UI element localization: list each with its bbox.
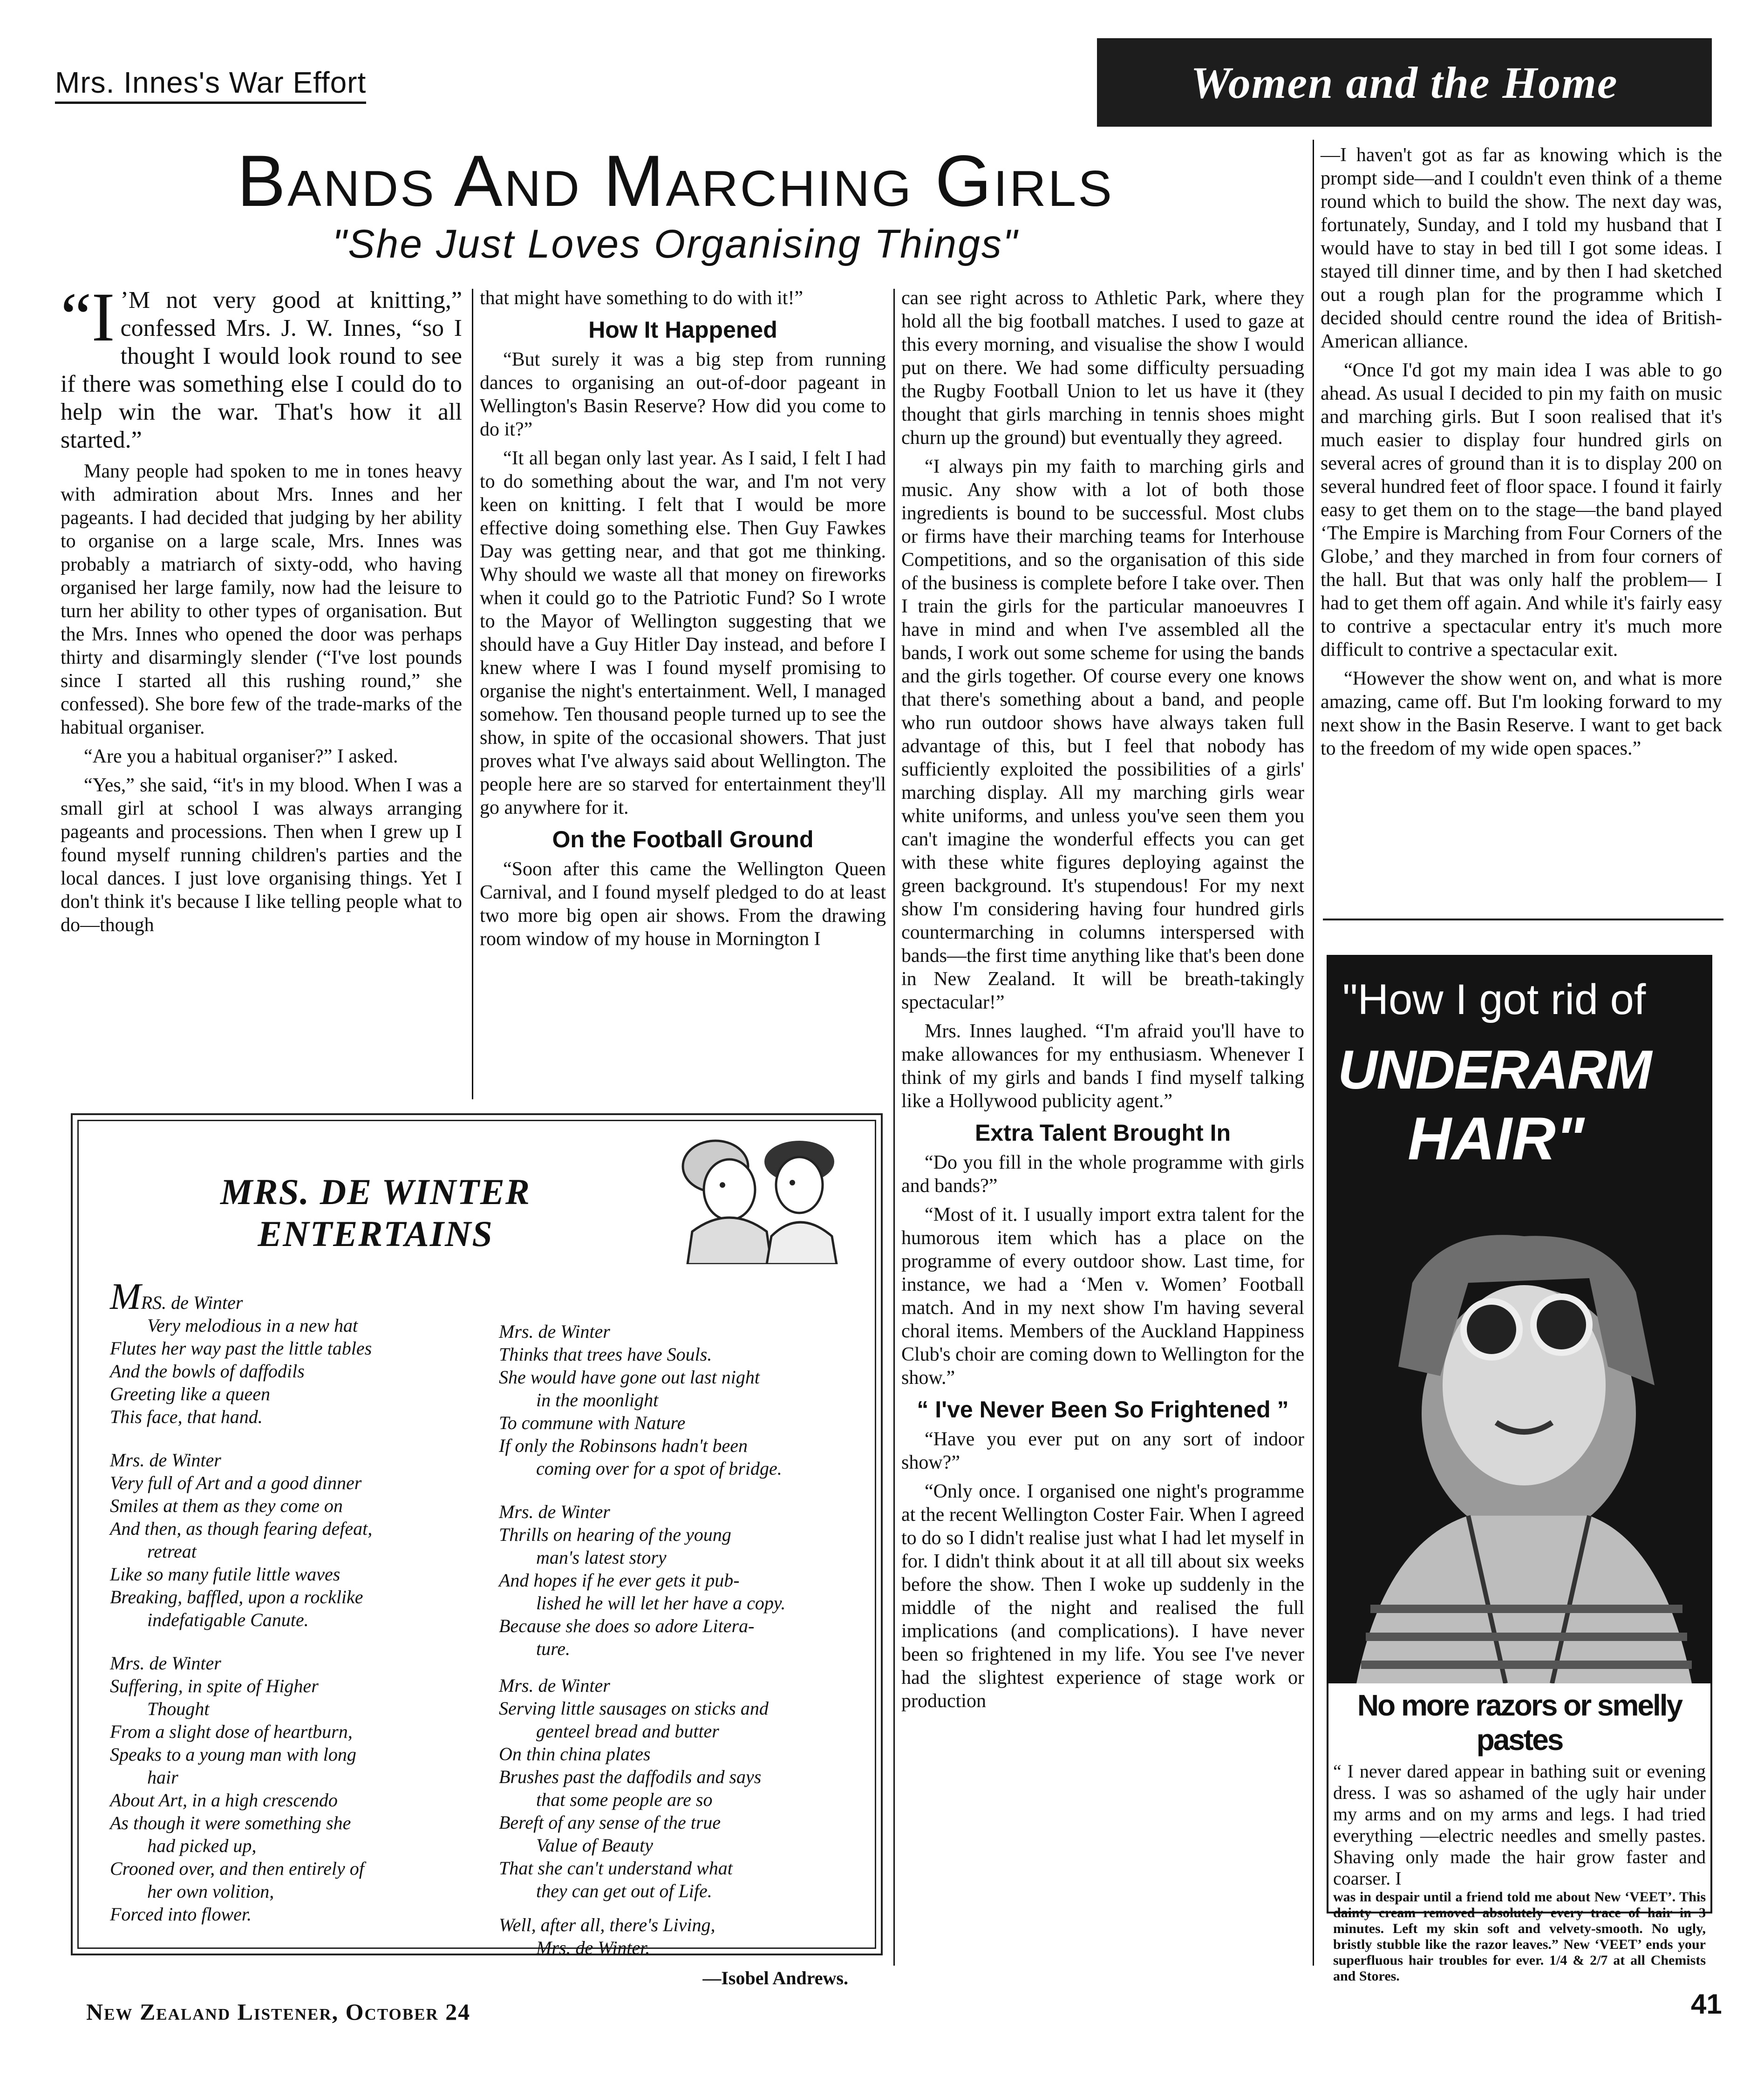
verse-line: On thin china plates xyxy=(499,1743,651,1764)
paragraph: can see right across to Athletic Park, where they hold all the big football matches. I used to gaze at this every morning, and visualise the show I would put on there. We had some difficulty persuading the Rugby Football Union to let us have it (they thought that girls marching in tennis shoes might churn up the ground) but eventually they agreed. xyxy=(901,287,1304,449)
verse-line: ture. xyxy=(536,1638,570,1659)
stanza xyxy=(499,1320,867,1480)
stanza xyxy=(499,1674,867,1902)
verse-line: Greeting like a queen xyxy=(110,1383,270,1404)
poem-drop-cap: M xyxy=(110,1276,141,1317)
paragraph: “But surely it was a big step from running dances to organising an out-of-door pageant in Wellington's Basin Reserve? How did you come to do it?” xyxy=(480,349,886,440)
verse-line: Like so many futile little waves xyxy=(110,1564,341,1585)
verse-line: Thought xyxy=(147,1698,210,1719)
paragraph: “I always pin my faith to marching girls and music. Any show with a lot of both those ingredients is bound to be successful. Most clubs or firms have their marching teams for Interhouse Competitions, and so the organisation of this side of the business is complete before I take over. Then I train the girls for the particular manoeuvres I have in mind and when I've assembled all the bands, I work out some scheme for using the bands and the girls together. Of course every one knows that there's something about a band, and people who run outdoor shows have always taken full advantage of this, but I feel that nobody has sufficiently exploited the possibilities of a girls' marching display. All my marching girls wear white uniforms, and unless you've seen them you can't imagine the wonderful effects you can get with these white figures deploying against the green background. It's stupendous! For my next show I'm considering having four hundred girls countermarching in columns interspersed with bands—the first time anything like that's been done in New Zealand. It will be breath-takingly spectacular!” xyxy=(901,456,1304,1013)
ad-quote-line-1: "How I got rid of xyxy=(1342,976,1646,1023)
paragraph: “However the show went on, and what is more amazing, came off. But I'm looking forward to my next show in the Basin Reserve. I want to get back to the freedom of my wide open spaces.” xyxy=(1321,668,1722,759)
publication-footer: New Zealand Listener, October 24 xyxy=(86,1999,471,2025)
ad-caption: No more razors or smelly pastes xyxy=(1357,1688,1682,1757)
verse-line: indefatigable Canute. xyxy=(147,1609,309,1630)
verse-line: Forced into flower. xyxy=(110,1904,252,1925)
paragraph: Many people had spoken to me in tones heavy with admiration about Mrs. Innes and her pageants. I had decided that judging by her ability to organise on a large scale, Mrs. Innes was probably a matriarch of sixty-odd, who having organised her large family, now had the leisure to turn her ability to other types of organisation. But the Mrs. Innes who opened the door was perhaps thirty and disarmingly slender (“I've lost pounds since I started all this rushing round,” she confessed). She bore few of the trade-marks of the habitual organiser. xyxy=(61,461,462,738)
paragraph: “Have you ever put on any sort of indoor show?” xyxy=(901,1429,1304,1473)
paragraph: “Do you fill in the whole programme with girls and bands?” xyxy=(901,1152,1304,1197)
verse-line: her own volition, xyxy=(147,1881,274,1902)
headline: Bands And Marching Girls xyxy=(237,141,1114,222)
verse-line: If only the Robinsons hadn't been xyxy=(499,1435,748,1456)
paragraph: “Most of it. I usually import extra talent for the humorous item which has a place on the programme of every outdoor show. Last time, for instance, we had a ‘Men v. Women’ Football match. And in my next show I'm having several choral items. Members of the Auckland Happiness Club's choir are coming down to Wellington for the show.” xyxy=(901,1204,1304,1389)
subheading-never-so-frightened: “ I've Never Been So Frightened ” xyxy=(917,1396,1289,1423)
verse-line: Mrs. de Winter. xyxy=(536,1937,650,1958)
verse-line: had picked up, xyxy=(147,1835,257,1856)
ad-image-panel xyxy=(1328,957,1710,1683)
verse-line: About Art, in a high crescendo xyxy=(110,1790,338,1811)
paragraph: “Once I'd got my main idea I was able to go ahead. As usual I decided to pin my faith on music and marching girls. But I soon realised that it's much easier to display four hundred girls on several acres of ground than it is to display 200 on several hundred feet of floor space. I found it fairly easy to get them on to the stage—the band played ‘The Empire is Marching from Four Corners of the Globe,’ and they marched in from four corners of the hall. But that was only half the problem— I had to get them off again. And while it's fairly easy to contrive a spectacular entry it's much more difficult to contrive a spectacular exit. xyxy=(1321,360,1722,660)
page-number: 41 xyxy=(1691,1988,1722,2020)
poem-box xyxy=(71,1113,883,1988)
article-column-3 xyxy=(901,286,1304,1718)
poem-right-column xyxy=(499,1320,867,1989)
verse-line: Thrills on hearing of the young xyxy=(499,1524,731,1545)
poem-title-line-2: ENTERTAINS xyxy=(258,1213,493,1254)
verse-line: Flutes her way past the little tables xyxy=(110,1338,372,1359)
verse-line: lished he will let her have a copy. xyxy=(536,1593,786,1614)
paragraph: “Only once. I organised one night's programme at the recent Wellington Coster Fair. When I agreed to do so I didn't realise just what I had let myself in for. I didn't think about it at all till about six weeks before the show. Then I woke up suddenly in the middle of the night and realised the full implications (and complications). I have never been so frightened in my life. You see I've never had the slightest experience of stage work or production xyxy=(901,1481,1304,1712)
verse-line: Breaking, baffled, upon a rocklike xyxy=(110,1586,363,1607)
subheading-extra-talent: Extra Talent Brought In xyxy=(974,1120,1231,1146)
stanza xyxy=(499,1500,867,1660)
verse-line: Mrs. de Winter xyxy=(110,1653,221,1674)
paragraph: —I haven't got as far as knowing which is the prompt side—and I couldn't even think of a theme round which to build the show. The next day was, fortunately, Sunday, and I told my husband that I would have to stay in bed till I got some ideas. I stayed till dinner time, and by then I had sketched out a rough plan for the programme which I decided should centre round the idea of British-American alliance. xyxy=(1321,144,1722,352)
verse-line: From a slight dose of heartburn, xyxy=(110,1721,353,1742)
ad-quote-line-3: HAIR" xyxy=(1408,1104,1585,1172)
verse-line: RS. de Winter xyxy=(141,1292,243,1313)
verse-line: retreat xyxy=(147,1541,197,1562)
lead-paragraph xyxy=(61,279,462,454)
verse-line: man's latest story xyxy=(536,1547,667,1568)
veet-advertisement xyxy=(1327,955,1712,1984)
verse-line: That she can't understand what xyxy=(499,1858,733,1879)
section-banner: Women and the Home xyxy=(1097,38,1712,127)
column-rule xyxy=(472,289,473,1099)
verse-line: genteel bread and butter xyxy=(536,1721,719,1742)
verse-line: Brushes past the daffodils and says xyxy=(499,1766,762,1787)
verse-line: Mrs. de Winter xyxy=(499,1321,610,1342)
verse-line: that some people are so xyxy=(536,1789,713,1810)
bather-illustration xyxy=(1328,1190,1707,1683)
stanza xyxy=(499,1913,867,1959)
column-rule xyxy=(1313,140,1314,1966)
verse-line: And hopes if he ever gets it pub- xyxy=(499,1570,740,1591)
verse-line: in the moonlight xyxy=(536,1389,659,1410)
poem-title xyxy=(101,1171,650,1255)
verse-line: Crooned over, and then entirely of xyxy=(110,1858,364,1879)
verse-line: Value of Beauty xyxy=(536,1835,654,1856)
verse-line: coming over for a spot of bridge. xyxy=(536,1458,782,1479)
verse-line: This face, that hand. xyxy=(110,1406,263,1427)
verse-line: Smiles at them as they come on xyxy=(110,1495,343,1516)
ad-small-print: was in despair until a friend told me about New ‘VEET’. This dainty cream removed absolutely every trace of hair in 3 minutes. Left my skin soft and velvety-smooth. No ugly, bristly stubble like the razor leaves.” New ‘VEET’ ends your superfluous hair troubles for ever. 1/4 & 2/7 at all Chemists and Stores. xyxy=(1333,1889,1706,1984)
drop-cap: “I xyxy=(61,279,115,356)
divider xyxy=(1323,919,1723,920)
paragraph: “Soon after this came the Wellington Queen Carnival, and I found myself pledged to do at least two more big open air shows. From the drawing room window of my house in Mornington I xyxy=(480,858,886,950)
lead-text: ’M not very good at knitting,” confessed Mrs. J. W. Innes, “so I thought I would look round to see if there was something else I could do to help win the war. That's how it all started.” xyxy=(61,287,462,453)
paragraph: “Yes,” she said, “it's in my blood. When I was a small girl at school I was always arranging pageants and processions. Then when I grew up I found myself running children's parties and the local dances. I just love organising things. Yet I don't think it's because I like telling people what to do—though xyxy=(61,775,462,936)
poem-left-column xyxy=(110,1276,473,1946)
paragraph: “It all began only last year. As I said, I felt I had to do something about the war, and I'm not very keen on knitting. I felt that I would be more effective doing something else. Then Guy Fawkes Day was getting near, and that got me thinking. Why should we waste all that money on fireworks when it could go to the Patriotic Fund? So I wrote to the Mayor of Wellington suggesting that we should have a Guy Hitler Day instead, and before I knew where I was I found myself promising to organise the night's entertainment. Well, I managed somehow. Ten thousand people turned up to see the show, in spite of the occasional showers. That just proves what I've always said about Wellington. The people here are so starved for entertainment they'll go anywhere for it. xyxy=(480,448,886,818)
subheading-football-ground: On the Football Ground xyxy=(552,826,814,852)
verse-line: As though it were something she xyxy=(110,1812,351,1833)
subheading-how-it-happened: How It Happened xyxy=(588,317,777,343)
verse-line: Well, after all, there's Living, xyxy=(499,1914,715,1935)
verse-line: Mrs. de Winter xyxy=(499,1501,610,1522)
verse-line: Suffering, in spite of Higher xyxy=(110,1675,319,1696)
paragraph: that might have something to do with it!” xyxy=(480,287,804,309)
ad-quote-line-2: UNDERARM xyxy=(1338,1039,1651,1101)
stanza xyxy=(110,1652,473,1926)
verse-line: She would have gone out last night xyxy=(499,1367,760,1388)
verse-line: Very melodious in a new hat xyxy=(147,1315,358,1336)
article-column-2 xyxy=(480,286,886,956)
verse-line: Thinks that trees have Souls. xyxy=(499,1344,712,1365)
stanza xyxy=(110,1276,473,1428)
poem-title-line-1: MRS. DE WINTER xyxy=(220,1171,531,1212)
section-kicker: Mrs. Innes's War Effort xyxy=(55,65,366,104)
illustration-two-women xyxy=(660,1124,855,1264)
verse-line: Speaks to a young man with long xyxy=(110,1744,356,1765)
paragraph: “Are you a habitual organiser?” I asked. xyxy=(84,746,398,767)
subheadline: "She Just Loves Organising Things" xyxy=(332,222,1019,266)
verse-line: And then, as though fearing defeat, xyxy=(110,1518,373,1539)
verse-line: hair xyxy=(147,1767,178,1788)
article-column-4 xyxy=(1321,143,1722,766)
verse-line: Mrs. de Winter xyxy=(499,1675,610,1696)
verse-line: they can get out of Life. xyxy=(536,1880,712,1901)
verse-line: Because she does so adore Litera- xyxy=(499,1615,755,1636)
verse-line: Bereft of any sense of the true xyxy=(499,1812,721,1833)
paragraph: Mrs. Innes laughed. “I'm afraid you'll have to make allowances for my enthusiasm. Whenever I think of my girls and bands I find myself talking like a Hollywood publicity agent.” xyxy=(901,1021,1304,1112)
verse-line: Mrs. de Winter xyxy=(110,1450,221,1471)
ad-body-text: “ I never dared appear in bathing suit or evening dress. I was so ashamed of the ugly hair under my arms and on my arms and legs. I had tried everything —electric needles and smelly pastes. Shaving only made the hair grow faster and coarser. I xyxy=(1333,1761,1706,1889)
column-rule xyxy=(893,289,895,1966)
stanza xyxy=(110,1449,473,1631)
verse-line: Very full of Art and a good dinner xyxy=(110,1472,362,1493)
verse-line: Serving little sausages on sticks and xyxy=(499,1698,769,1719)
verse-line: To commune with Nature xyxy=(499,1412,686,1433)
verse-line: And the bowls of daffodils xyxy=(110,1361,305,1382)
article-column-1 xyxy=(61,279,462,942)
poem-author: —Isobel Andrews. xyxy=(702,1968,848,1988)
